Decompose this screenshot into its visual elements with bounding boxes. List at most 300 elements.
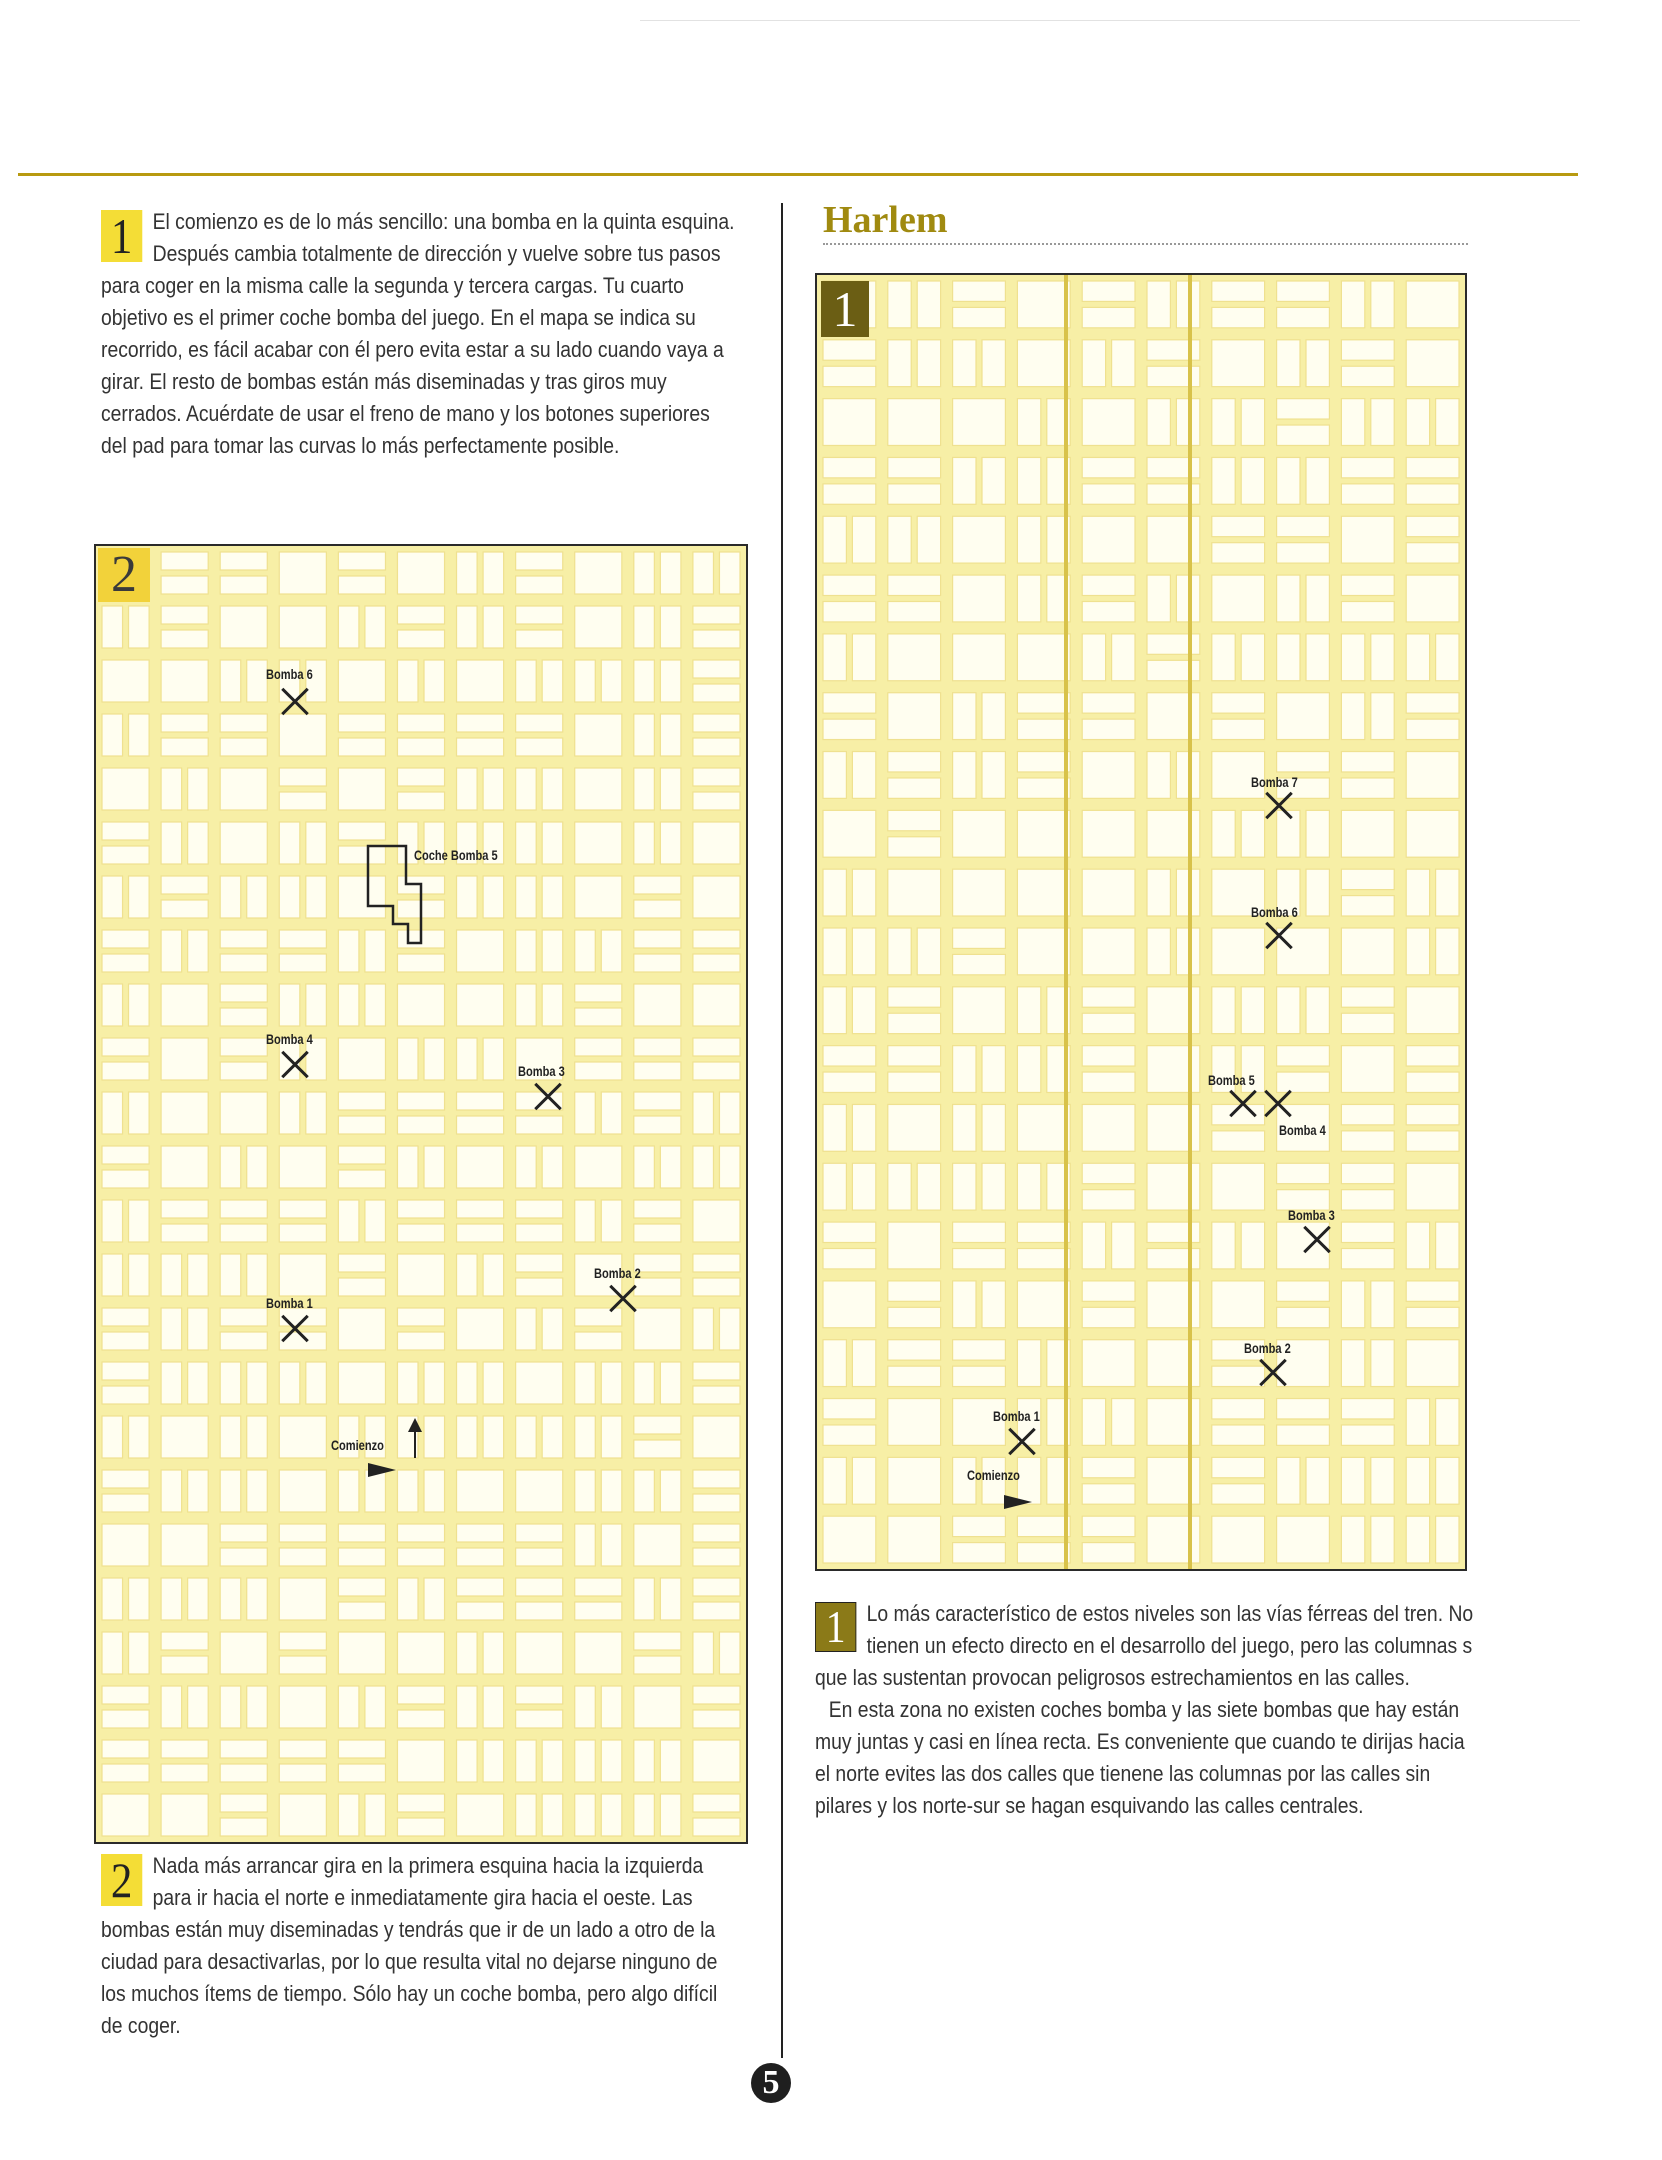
city-block bbox=[1306, 987, 1329, 1034]
city-block bbox=[888, 1013, 941, 1033]
city-block bbox=[719, 1146, 740, 1188]
city-block bbox=[516, 1710, 563, 1728]
city-block bbox=[1017, 281, 1070, 328]
harlem-marker-bomba7 bbox=[1264, 791, 1294, 821]
city-block bbox=[397, 1092, 444, 1110]
harlem-label-bomba7: Bomba 7 bbox=[1251, 775, 1298, 790]
city-block bbox=[1082, 1163, 1135, 1183]
city-block bbox=[338, 1686, 359, 1728]
city-block bbox=[1436, 1457, 1459, 1504]
city-block bbox=[601, 660, 622, 702]
city-block bbox=[102, 1416, 123, 1458]
city-block bbox=[693, 1578, 740, 1596]
city-block bbox=[161, 1200, 208, 1218]
page-number: 5 bbox=[751, 2063, 791, 2103]
city-block bbox=[220, 1092, 267, 1134]
city-block bbox=[823, 634, 846, 681]
city-block bbox=[161, 1308, 182, 1350]
city-block bbox=[338, 1548, 385, 1566]
city-block bbox=[338, 1578, 385, 1596]
city-block bbox=[953, 575, 1006, 622]
city-block bbox=[1212, 543, 1265, 563]
city-block bbox=[161, 1146, 208, 1188]
city-block bbox=[1147, 281, 1170, 328]
city-block bbox=[693, 954, 740, 972]
city-block bbox=[1406, 752, 1459, 799]
city-block bbox=[1341, 778, 1394, 798]
city-block bbox=[693, 984, 740, 1026]
city-block bbox=[1017, 719, 1070, 739]
city-block bbox=[823, 1072, 876, 1092]
city-block bbox=[575, 1008, 622, 1026]
city-block bbox=[601, 1092, 622, 1134]
city-block bbox=[1017, 987, 1040, 1034]
city-block bbox=[338, 984, 359, 1026]
city-block bbox=[1406, 1072, 1459, 1092]
harlem-marker-bomba4 bbox=[1263, 1089, 1293, 1119]
city-block bbox=[634, 1116, 681, 1134]
city-block bbox=[575, 1062, 622, 1080]
city-block bbox=[1082, 457, 1135, 477]
city-block bbox=[888, 281, 911, 328]
left-paragraph-2 bbox=[101, 1850, 741, 2042]
city-block bbox=[719, 1308, 740, 1350]
city-block bbox=[1371, 634, 1394, 681]
city-block bbox=[693, 1038, 740, 1056]
city-block bbox=[102, 1578, 123, 1620]
city-block bbox=[247, 876, 268, 918]
city-block bbox=[1212, 307, 1265, 327]
city-block bbox=[823, 457, 876, 477]
city-block bbox=[660, 1794, 681, 1836]
city-block bbox=[1017, 1046, 1040, 1093]
city-block bbox=[953, 634, 1006, 681]
harlem-marker-bomba3 bbox=[1302, 1225, 1332, 1255]
city-block bbox=[516, 1224, 563, 1242]
city-block bbox=[247, 1146, 268, 1188]
city-block bbox=[306, 984, 327, 1026]
city-block bbox=[424, 1038, 445, 1080]
city-block bbox=[397, 714, 444, 732]
city-block bbox=[279, 1224, 326, 1242]
city-block bbox=[1241, 634, 1264, 681]
city-block bbox=[1017, 1281, 1070, 1328]
city-block bbox=[852, 1104, 875, 1151]
city-block bbox=[457, 1254, 478, 1296]
city-block bbox=[279, 1794, 326, 1836]
city-block bbox=[1212, 516, 1265, 536]
city-block bbox=[1082, 928, 1135, 975]
city-block bbox=[542, 1146, 563, 1188]
city-block bbox=[1082, 399, 1135, 446]
city-block bbox=[397, 1332, 444, 1350]
city-block bbox=[279, 552, 326, 594]
city-block bbox=[397, 1254, 444, 1296]
city-block bbox=[1277, 1307, 1330, 1327]
city-block bbox=[693, 1686, 740, 1704]
city-block bbox=[693, 1710, 740, 1728]
city-block bbox=[852, 869, 875, 916]
city-block bbox=[516, 630, 563, 648]
city-block bbox=[1341, 366, 1394, 386]
city-block bbox=[397, 954, 444, 972]
city-block bbox=[1341, 896, 1394, 916]
city-block bbox=[575, 1578, 622, 1596]
city-block bbox=[397, 738, 444, 756]
city-block bbox=[279, 792, 326, 810]
city-block bbox=[1406, 1516, 1429, 1563]
city-block bbox=[1406, 634, 1429, 681]
city-block bbox=[1406, 810, 1459, 857]
city-block bbox=[457, 738, 504, 756]
city-block bbox=[1371, 399, 1394, 446]
city-block bbox=[457, 1794, 504, 1836]
city-block bbox=[1147, 869, 1170, 916]
city-block bbox=[1306, 1457, 1329, 1504]
city-block bbox=[1406, 869, 1429, 916]
city-block bbox=[953, 987, 1006, 1034]
city-block bbox=[424, 1578, 445, 1620]
city-block bbox=[634, 1740, 655, 1782]
city-block bbox=[220, 1632, 267, 1674]
badge-1: 1 bbox=[101, 210, 142, 262]
city-block bbox=[247, 1470, 268, 1512]
city-block bbox=[634, 714, 655, 756]
city-block bbox=[888, 1516, 941, 1563]
city-block bbox=[397, 984, 444, 1026]
city-block bbox=[279, 606, 326, 648]
city-block bbox=[338, 1794, 359, 1836]
map2-label-bomba2: Bomba 2 bbox=[594, 1266, 641, 1281]
city-block bbox=[457, 1470, 504, 1512]
city-block bbox=[338, 1740, 385, 1758]
city-block bbox=[338, 1764, 385, 1782]
city-block bbox=[953, 281, 1006, 301]
city-block bbox=[1341, 1399, 1394, 1419]
city-block bbox=[457, 1524, 504, 1542]
city-block bbox=[1406, 399, 1429, 446]
city-block bbox=[338, 1278, 385, 1296]
city-block bbox=[1341, 1425, 1394, 1445]
city-block bbox=[1341, 1131, 1394, 1151]
city-block bbox=[1341, 281, 1364, 328]
city-block bbox=[102, 1170, 149, 1188]
city-block bbox=[1371, 281, 1394, 328]
city-block bbox=[542, 1794, 563, 1836]
city-block bbox=[1277, 516, 1330, 536]
city-block bbox=[424, 660, 445, 702]
city-block bbox=[917, 340, 940, 387]
city-block bbox=[953, 399, 1006, 446]
city-block bbox=[693, 1740, 740, 1782]
city-block bbox=[1371, 1457, 1394, 1504]
city-block bbox=[719, 1092, 740, 1134]
city-block bbox=[575, 606, 622, 648]
city-block bbox=[457, 1362, 478, 1404]
city-block bbox=[161, 660, 208, 702]
city-block bbox=[161, 984, 208, 1026]
city-block bbox=[129, 984, 150, 1026]
city-block bbox=[1082, 752, 1135, 799]
city-block bbox=[1082, 1307, 1135, 1327]
city-block bbox=[1406, 1281, 1459, 1301]
city-block bbox=[279, 768, 326, 786]
city-block bbox=[220, 606, 267, 648]
city-block bbox=[129, 1254, 150, 1296]
city-block bbox=[338, 606, 359, 648]
city-block bbox=[483, 1038, 504, 1080]
city-block bbox=[1277, 340, 1300, 387]
city-block bbox=[1212, 1131, 1265, 1151]
city-block bbox=[1406, 1340, 1459, 1387]
city-block bbox=[1306, 340, 1329, 387]
city-block bbox=[1082, 719, 1135, 739]
city-block bbox=[102, 1332, 149, 1350]
city-block bbox=[1306, 457, 1329, 504]
city-block bbox=[516, 1278, 563, 1296]
city-block bbox=[575, 1416, 596, 1458]
city-block bbox=[161, 552, 208, 570]
city-block bbox=[279, 1632, 326, 1650]
city-block bbox=[279, 1656, 326, 1674]
city-block bbox=[888, 399, 941, 446]
city-block bbox=[220, 1794, 267, 1812]
city-block bbox=[575, 876, 622, 918]
city-block bbox=[953, 1516, 1006, 1536]
city-block bbox=[1017, 634, 1070, 681]
city-block bbox=[693, 1416, 740, 1458]
city-block bbox=[1017, 340, 1070, 387]
harlem-marker-bomba6 bbox=[1264, 921, 1294, 951]
city-block bbox=[1212, 810, 1235, 857]
city-block bbox=[1341, 1190, 1394, 1210]
city-block bbox=[516, 1362, 563, 1404]
city-block bbox=[601, 1686, 622, 1728]
left-paragraph-1-text: El comienzo es de lo más sencillo: una bomba en la quinta esquina. Después cambia totalmente de dirección y vuelve sobre tus pasos para coger en la misma calle la segunda y tercera cargas. Tu cuarto objetivo es el primer coche bomba del juego. En el mapa se indica su recorrido, es fácil acabar con él pero evita estar a su lado cuando vaya a girar. El resto de bombas están más diseminadas y tras giros muy cerrados. Acuérdate de usar el freno de mano y los botones superiores del pad para tomar las curvas lo más perfectamente posible. bbox=[101, 209, 735, 458]
city-block bbox=[888, 340, 911, 387]
city-block bbox=[601, 930, 622, 972]
city-block bbox=[1241, 399, 1264, 446]
city-block bbox=[1212, 1457, 1265, 1477]
city-block bbox=[634, 954, 681, 972]
city-block bbox=[220, 876, 241, 918]
city-block bbox=[397, 1308, 444, 1326]
city-block bbox=[693, 1254, 740, 1272]
city-block bbox=[220, 1764, 267, 1782]
city-block bbox=[338, 1038, 385, 1080]
map-2-streets bbox=[96, 546, 746, 1842]
city-block bbox=[397, 768, 444, 786]
city-block bbox=[457, 768, 478, 810]
city-block bbox=[365, 1200, 386, 1242]
city-block bbox=[516, 1632, 563, 1674]
city-block bbox=[338, 1524, 385, 1542]
city-block bbox=[1082, 1222, 1105, 1269]
city-block bbox=[1436, 399, 1459, 446]
city-block bbox=[483, 606, 504, 648]
city-block bbox=[1082, 1484, 1135, 1504]
city-block bbox=[457, 984, 504, 1026]
city-block bbox=[1277, 307, 1330, 327]
city-block bbox=[719, 1632, 740, 1674]
city-block bbox=[1147, 752, 1170, 799]
city-block bbox=[188, 930, 209, 972]
map-2-tag: 2 bbox=[98, 548, 150, 602]
city-block bbox=[1277, 752, 1330, 772]
city-block bbox=[220, 576, 267, 594]
city-block bbox=[634, 930, 681, 948]
city-block bbox=[397, 606, 444, 624]
city-block bbox=[1341, 1281, 1364, 1328]
city-block bbox=[279, 1524, 326, 1542]
city-block bbox=[823, 1281, 876, 1328]
city-block bbox=[542, 1740, 563, 1782]
city-block bbox=[1406, 1457, 1429, 1504]
city-block bbox=[1341, 987, 1394, 1007]
city-block bbox=[1082, 516, 1135, 563]
city-block bbox=[188, 768, 209, 810]
city-block bbox=[693, 1794, 740, 1812]
city-block bbox=[102, 714, 123, 756]
city-block bbox=[1277, 543, 1330, 563]
city-block bbox=[220, 822, 267, 864]
city-block bbox=[424, 1146, 445, 1188]
city-block bbox=[483, 1632, 504, 1674]
city-block bbox=[601, 1362, 622, 1404]
city-block bbox=[1017, 457, 1040, 504]
city-block bbox=[823, 1340, 846, 1387]
city-block bbox=[397, 1038, 418, 1080]
city-block bbox=[220, 984, 267, 1002]
city-block bbox=[338, 1092, 385, 1110]
city-block bbox=[1082, 1340, 1135, 1387]
city-block bbox=[1082, 1013, 1135, 1033]
city-block bbox=[1277, 987, 1300, 1034]
city-block bbox=[457, 1308, 504, 1350]
city-block bbox=[1147, 399, 1170, 446]
city-block bbox=[660, 552, 681, 594]
city-block bbox=[693, 1146, 714, 1188]
city-block bbox=[247, 1254, 268, 1296]
city-block bbox=[823, 1046, 876, 1066]
city-block bbox=[1212, 1425, 1265, 1445]
city-block bbox=[693, 876, 740, 918]
city-block bbox=[575, 1794, 596, 1836]
city-block bbox=[693, 1602, 740, 1620]
city-block bbox=[102, 1494, 149, 1512]
city-block bbox=[575, 714, 622, 756]
city-block bbox=[161, 1038, 208, 1080]
city-block bbox=[1082, 484, 1135, 504]
city-block bbox=[397, 1470, 418, 1512]
city-block bbox=[1277, 1046, 1330, 1066]
city-block bbox=[457, 714, 504, 732]
city-block bbox=[1017, 1104, 1070, 1151]
city-block bbox=[161, 1740, 208, 1758]
left-paragraph-1 bbox=[101, 206, 741, 462]
city-block bbox=[516, 552, 563, 570]
city-block bbox=[1017, 869, 1070, 916]
city-block bbox=[823, 1163, 846, 1210]
city-block bbox=[457, 1224, 504, 1242]
city-block bbox=[161, 1656, 208, 1674]
city-block bbox=[888, 928, 911, 975]
city-block bbox=[188, 1362, 209, 1404]
city-block bbox=[1277, 1425, 1330, 1445]
city-block bbox=[575, 1038, 622, 1056]
city-block bbox=[1341, 1046, 1394, 1093]
city-block bbox=[823, 693, 876, 713]
city-block bbox=[516, 1470, 563, 1512]
city-block bbox=[457, 1116, 504, 1134]
city-block bbox=[823, 810, 876, 857]
harlem-label-bomba1: Bomba 1 bbox=[993, 1409, 1040, 1424]
city-block bbox=[1306, 575, 1329, 622]
city-block bbox=[1082, 1190, 1135, 1210]
city-block bbox=[1436, 869, 1459, 916]
city-block bbox=[953, 1104, 976, 1151]
city-block bbox=[220, 1146, 241, 1188]
city-block bbox=[888, 1072, 941, 1092]
city-block bbox=[161, 1794, 208, 1836]
city-block bbox=[1406, 719, 1459, 739]
city-block bbox=[516, 1116, 563, 1134]
city-block bbox=[634, 1038, 681, 1056]
railway-line bbox=[1064, 275, 1068, 1569]
city-block bbox=[1082, 987, 1135, 1007]
city-block bbox=[1341, 516, 1394, 563]
city-block bbox=[1082, 693, 1135, 713]
map2-label-bomba3: Bomba 3 bbox=[518, 1064, 565, 1079]
city-block bbox=[1406, 987, 1459, 1034]
city-block bbox=[220, 1740, 267, 1758]
map2-north-arrow bbox=[414, 1428, 416, 1458]
city-block bbox=[852, 752, 875, 799]
city-block bbox=[1406, 1399, 1429, 1446]
city-block bbox=[1341, 484, 1394, 504]
city-block bbox=[1406, 543, 1459, 563]
city-block bbox=[338, 930, 359, 972]
city-block bbox=[397, 630, 444, 648]
city-block bbox=[1341, 810, 1394, 857]
city-block bbox=[1371, 1281, 1394, 1328]
city-block bbox=[220, 1818, 267, 1836]
city-block bbox=[129, 1416, 150, 1458]
city-block bbox=[220, 1470, 241, 1512]
city-block bbox=[102, 1740, 149, 1758]
city-block bbox=[102, 984, 123, 1026]
city-block bbox=[634, 606, 655, 648]
city-block bbox=[693, 714, 740, 732]
city-block bbox=[1406, 281, 1459, 328]
map2-marker-bomba2 bbox=[608, 1284, 638, 1314]
city-block bbox=[575, 1686, 596, 1728]
city-block bbox=[102, 1764, 149, 1782]
city-block bbox=[888, 1104, 941, 1151]
city-block bbox=[102, 1362, 149, 1380]
city-block bbox=[888, 1163, 911, 1210]
harlem-label-bomba3: Bomba 3 bbox=[1288, 1208, 1335, 1223]
map-harlem-streets bbox=[817, 275, 1465, 1569]
city-block bbox=[1341, 457, 1394, 477]
city-block bbox=[279, 1764, 326, 1782]
map2-label-bomba6: Bomba 6 bbox=[266, 667, 313, 682]
city-block bbox=[542, 1416, 563, 1458]
city-block bbox=[161, 714, 208, 732]
city-block bbox=[516, 1308, 537, 1350]
city-block bbox=[634, 1278, 681, 1296]
city-block bbox=[457, 552, 478, 594]
